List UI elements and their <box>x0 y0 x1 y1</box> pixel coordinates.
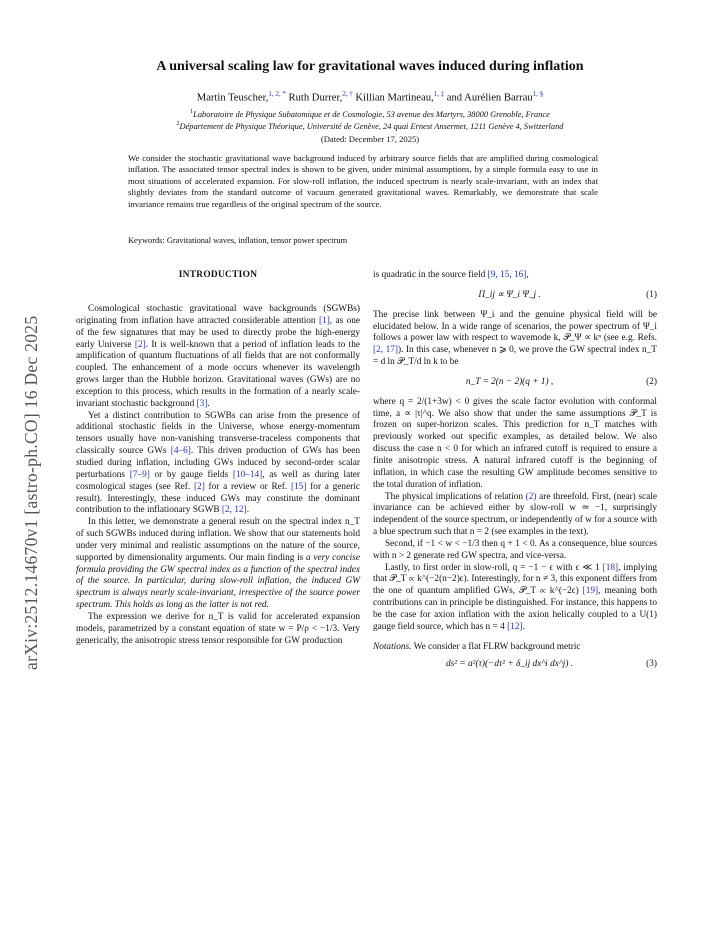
keywords: Keywords: Gravitational waves, inflation, tensor power spectrum <box>128 236 348 245</box>
paragraph-link <box>373 310 657 369</box>
equation-1 <box>373 290 657 302</box>
affiliation-2-text: Département de Physique Théorique, Université de Genève, 24 quai Ernest Ansermet, 1211 Genève 4, Switzerland <box>179 121 564 131</box>
paragraph-notations <box>373 642 657 654</box>
text-run: . <box>246 505 250 516</box>
citation-link[interactable]: [2, 12] <box>221 505 247 516</box>
text-run: for a generic result). Interestingly, these induced GWs may constitute the dominant contribution to the inflationary SGWB <box>76 481 360 516</box>
text-run: Cosmological stochastic gravitational wave backgrounds (SGWBs) originating from inflation have attracted considerable attention <box>76 304 360 326</box>
affiliation-1 <box>60 109 680 119</box>
author-affiliation-mark[interactable]: 1, ‡ <box>433 90 445 98</box>
author-name: and Aurélien Barrau <box>444 92 533 104</box>
text-run: , meaning both contributions can in principle be distinguished. For instance, this happens to be the case for axion inflation with the axion helically coupled to a U(1) gauge field source, which has n = 4 <box>373 586 657 632</box>
citation-link[interactable]: [2] <box>193 481 205 492</box>
paragraph-quadratic <box>373 270 657 282</box>
text-run: , as one of the few signatures that may be used to directly probe the high-energy early Universe <box>76 315 361 350</box>
paragraph-where <box>373 397 657 492</box>
text-run: . <box>207 398 210 409</box>
paragraph-second <box>373 539 657 563</box>
text-run: The expression we derive for n_T is valid for accelerated expansion models, parametrized by a constant equation of state w = P/ρ < −1/3. Very generically, the anisotropic stress tensor responsible for GW production <box>76 611 360 646</box>
text-run: , implying that 𝒫_T ∝ k^(−2(n−2)ϵ). Interestingly, for n ≠ 3, this exponent differs from the one of quantum amplified GWs, 𝒫_T ∝ k^(−2ϵ) <box>373 562 657 597</box>
equation-1-number: (1) <box>646 289 657 300</box>
paragraph-implications <box>373 492 657 539</box>
text-run: are threefold. First, (near) scale invariance can be achieved either by slow-roll w ≃ −1, surprisingly independent of the source spectrum, or independently of w for a source with a blue spectrum such that n = 2 (see examples in the text). <box>373 491 657 538</box>
notations-text: We consider a flat FLRW background metric <box>411 641 581 652</box>
author-name: Martin Teuscher, <box>196 92 269 104</box>
paper-title: A universal scaling law for gravitational waves induced during inflation <box>156 59 584 74</box>
citation-link[interactable]: [4–6] <box>170 446 191 457</box>
author-affiliation-mark[interactable]: 1, § <box>532 90 544 98</box>
notations-label: Notations. <box>373 641 412 652</box>
left-paragraph-3 <box>76 517 360 612</box>
citation-link[interactable]: [2] <box>134 339 146 350</box>
citation-link[interactable]: [1] <box>318 315 330 326</box>
text-run: is quadratic in the source field <box>373 270 488 280</box>
equation-3 <box>373 659 657 671</box>
text-run: . This driven production of GWs has been studied during inflation, including GWs induced by second-order scalar perturbations <box>76 446 360 480</box>
author-name: Killian Martineau, <box>352 92 434 104</box>
text-run: for a review or Ref. <box>204 481 291 492</box>
text-run: In this letter, we demonstrate a general result on the spectral index n_T of such SGWBs induced during inflation. We show that our statements hold under very minimal and realistic assumptions on the nature of the source, supported by dimensionality arguments. Our main finding is <box>76 517 360 563</box>
equation-3-body: ds² = a²(τ)(−dτ² + δ_ij dx^i dx^j) . <box>446 659 574 670</box>
text-run: or by gauge fields <box>149 469 233 480</box>
text-run: , as well as during later cosmological stages (see Ref. <box>76 469 361 492</box>
affiliation-1-mark: 1 <box>190 109 194 115</box>
author-list <box>60 90 680 104</box>
left-column <box>76 304 360 647</box>
text-run: , <box>526 270 529 280</box>
left-paragraph-4 <box>76 612 360 648</box>
text-run: . <box>522 621 525 632</box>
equation-2-body: n_T = 2(n − 2)(q + 1) , <box>465 376 554 387</box>
abstract: We consider the stochastic gravitational wave background induced by arbitrary source fields that are amplified during cosmological inflation. The associated tensor spectral index is shown to be given, under minimal assumptions, by a simple formula easy to use in most situations of accelerated expansion. For slow-roll inflation, the induced spectrum is nearly scale-invariant, with an index that slightly deviates from the standard outcome of vacuum generated gravitational waves. Remarkably, we demonstrate that scale invariance remains true regardless of the original spectrum of the source. <box>128 153 598 209</box>
text-run: . It is well-known that a period of inflation leads to the amplification of quantum fluctuations of all fields that are not conformally coupled. The enhancement of a mode occurs whenever its wavelength grows larger than the Hubble horizon. Gravitational waves (GWs) are no exception to this process, which results in the formation of a nearly scale-invariant stochastic background <box>76 339 360 409</box>
equation-2 <box>373 377 657 389</box>
citation-link[interactable]: [7–9] <box>129 469 150 480</box>
section-heading-introduction: INTRODUCTION <box>178 270 258 280</box>
dated-line: (Dated: December 17, 2025) <box>320 134 420 144</box>
text-run: Lastly, to first order in slow-roll, q = −1 − ϵ with ϵ ≪ 1 <box>385 562 603 573</box>
citation-link[interactable]: [3] <box>196 398 208 409</box>
citation-link[interactable]: [2, 17] <box>373 345 398 356</box>
citation-link[interactable]: (2) <box>525 491 537 502</box>
affiliation-1-text: Laboratoire de Physique Subatomique et de Cosmologie, 53 avenue des Martyrs, 38000 Grenoble, France <box>193 109 550 119</box>
arxiv-sidebar <box>6 230 41 670</box>
paragraph-lastly <box>373 563 657 634</box>
citation-link[interactable]: [12] <box>507 621 523 632</box>
affiliation-2 <box>60 121 680 131</box>
citation-link[interactable]: [18] <box>602 562 619 573</box>
equation-3-number: (3) <box>646 659 657 670</box>
text-run: ). In this case, whenever n ⩾ 0, we prove the GW spectral index n_T = d ln 𝒫_T/d ln k to be <box>373 345 657 368</box>
right-column <box>373 270 657 671</box>
text-run: Second, if −1 < w < −1/3 then q + 1 < 0. As a consequence, blue sources with n > 2 generate red GW spectra, and vice-versa. <box>373 538 657 561</box>
text-run: where q = 2/(1+3w) < 0 gives the scale factor evolution with conformal time, a ∝ |τ|^q. We also show that under the same assumptions 𝒫_T is frozen on super-horizon scales. This prediction for n_T matches with previously worked out specific examples, as detailed below. We also discuss the case n < 0 for which an infrared cutoff is required to ensure a finite anisotropic stress. A natural infrared cutoff is the beginning of inflation, in which case the resulting GW amplitude becomes sensitive to the total duration of inflation. <box>373 396 657 490</box>
text-run: Yet a distinct contribution to SGWBs can arise from the presence of additional stochastic fields in the Universe, whose energy-momentum tensors usually have non-vanishing transverse-traceless components that classically source GWs <box>76 410 360 457</box>
citation-link[interactable]: [9, 15, 16] <box>487 270 527 280</box>
left-paragraph-1 <box>76 304 360 411</box>
arxiv-identifier: arXiv:2512.14670v1 [astro-ph.CO] 16 Dec 2025 <box>21 315 41 670</box>
text-run: The precise link between Ψ_i and the genuine physical field will be elucidated below. In a wide range of scenarios, the power spectrum of Ψ_i follows a power law with respect to wavemode k, 𝒫_Ψ ∝ kⁿ (see e.g. Refs. <box>373 309 657 344</box>
author-affiliation-mark[interactable]: 1, 2, * <box>268 90 286 98</box>
text-run: The physical implications of relation <box>385 491 526 502</box>
citation-link[interactable]: [15] <box>290 481 307 492</box>
left-paragraph-2 <box>76 411 360 518</box>
affiliation-2-mark: 2 <box>176 121 180 127</box>
citation-link[interactable]: [19] <box>582 586 599 597</box>
author-affiliation-mark[interactable]: 2, † <box>342 90 353 98</box>
equation-2-number: (2) <box>646 376 657 387</box>
citation-link[interactable]: [10–14] <box>232 469 263 480</box>
text-run: a very concise formula providing the GW spectral index as a function of the spectral index of the source. In particular, during slow-roll inflation, the induced GW spectrum is always nearly scale-invariant, irrespective of the source power spectrum. This holds as long as the latter is not red. <box>76 552 360 611</box>
equation-1-body: Π_ij ∝ Ψ_i Ψ_j . <box>478 289 541 300</box>
author-name: Ruth Durrer, <box>285 92 343 104</box>
